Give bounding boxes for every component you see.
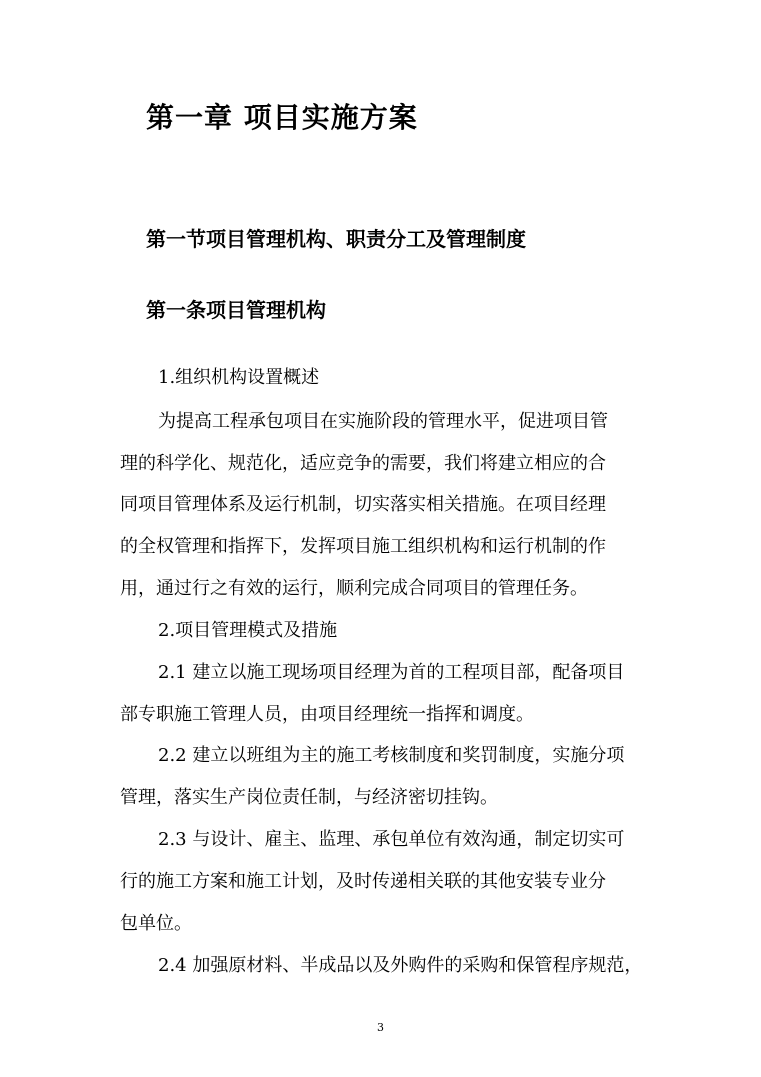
paragraph-line: 2.4 加强原材料、半成品以及外购件的采购和保管程序规范， xyxy=(158,955,643,976)
paragraph-line: 2.1 建立以施工现场项目经理为首的工程项目部，配备项目 xyxy=(158,662,625,683)
paragraph-line: 部专职施工管理人员，由项目经理统一指挥和调度。 xyxy=(120,704,534,725)
paragraph-line: 理的科学化、规范化，适应竞争的需要，我们将建立相应的合 xyxy=(120,453,606,474)
section-title: 第一节项目管理机构、职责分工及管理制度 xyxy=(146,227,526,251)
article-title: 第一条项目管理机构 xyxy=(146,298,326,322)
paragraph-line: 2.2 建立以班组为主的施工考核制度和奖罚制度，实施分项 xyxy=(158,745,625,766)
paragraph-line: 为提高工程承包项目在实施阶段的管理水平，促进项目管 xyxy=(158,411,608,432)
paragraph-line: 同项目管理体系及运行机制，切实落实相关措施。在项目经理 xyxy=(120,494,606,515)
paragraph-line: 行的施工方案和施工计划，及时传递相关联的其他安装专业分 xyxy=(120,871,606,892)
page-number: 3 xyxy=(377,1021,384,1034)
subheading-management-mode: 2.项目管理模式及措施 xyxy=(158,620,338,641)
paragraph-line: 管理，落实生产岗位责任制，与经济密切挂钩。 xyxy=(120,787,498,808)
paragraph-line: 包单位。 xyxy=(120,913,192,934)
chapter-title: 第一章 项目实施方案 xyxy=(146,101,418,134)
subheading-org-overview: 1.组织机构设置概述 xyxy=(158,367,320,388)
paragraph-line: 用，通过行之有效的运行，顺利完成合同项目的管理任务。 xyxy=(120,578,588,599)
paragraph-line: 2.3 与设计、雇主、监理、承包单位有效沟通，制定切实可 xyxy=(158,829,625,850)
paragraph-line: 的全权管理和指挥下，发挥项目施工组织机构和运行机制的作 xyxy=(120,536,606,557)
